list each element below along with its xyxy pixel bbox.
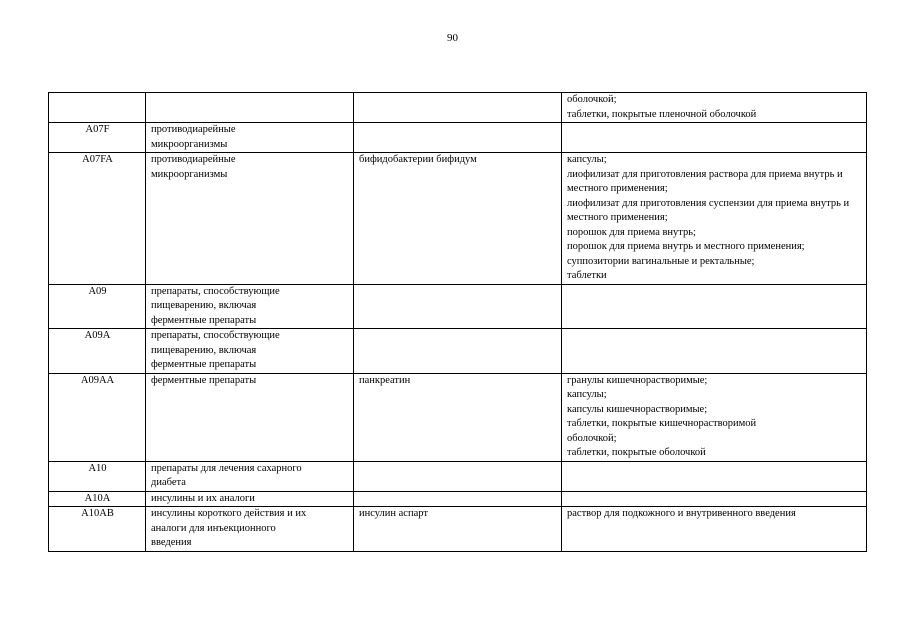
substance-cell: бифидобактерии бифидум (354, 153, 562, 285)
atc-code-cell (49, 93, 146, 123)
table-row (49, 491, 867, 507)
dosage-forms-cell: гранулы кишечнорастворимые; капсулы; капсулы кишечнорастворимые; таблетки, покрытые кишечнорастворимой оболочкой; таблетки, покрытые оболочкой (562, 373, 867, 461)
group-cell: противодиарейные микроорганизмы (146, 153, 354, 285)
atc-code-cell: A09 (49, 284, 146, 329)
page-number: 90 (447, 32, 458, 44)
table-row (49, 123, 867, 153)
dosage-forms-cell (562, 329, 867, 374)
atc-code-cell: A09A (49, 329, 146, 374)
table-row (49, 93, 867, 123)
table-row (49, 153, 867, 285)
dosage-forms-cell (562, 123, 867, 153)
group-cell: препараты, способствующие пищеварению, включая ферментные препараты (146, 329, 354, 374)
table-row (49, 284, 867, 329)
drug-table (48, 92, 867, 552)
atc-code-cell: A09AA (49, 373, 146, 461)
dosage-forms-cell (562, 491, 867, 507)
atc-code-cell: A10 (49, 461, 146, 491)
dosage-forms-cell: капсулы; лиофилизат для приготовления раствора для приема внутрь и местного применения; лиофилизат для приготовления суспензии для приема внутрь и местного применения; порошок для приема внутрь; порошок для приема внутрь и местного применения; суппозитории вагинальные и ректальные; таблетки (562, 153, 867, 285)
atc-code-cell: A10AB (49, 507, 146, 552)
table-row (49, 461, 867, 491)
group-cell: препараты, способствующие пищеварению, включая ферментные препараты (146, 284, 354, 329)
atc-code-cell: A07FA (49, 153, 146, 285)
dosage-forms-cell (562, 284, 867, 329)
dosage-forms-cell: раствор для подкожного и внутривенного введения (562, 507, 867, 552)
table-row (49, 373, 867, 461)
dosage-forms-cell: оболочкой; таблетки, покрытые пленочной оболочкой (562, 93, 867, 123)
substance-cell (354, 461, 562, 491)
substance-cell (354, 491, 562, 507)
group-cell: противодиарейные микроорганизмы (146, 123, 354, 153)
group-cell (146, 93, 354, 123)
table-row (49, 507, 867, 552)
group-cell: препараты для лечения сахарного диабета (146, 461, 354, 491)
group-cell: инсулины короткого действия и их аналоги для инъекционного введения (146, 507, 354, 552)
substance-cell (354, 123, 562, 153)
substance-cell (354, 93, 562, 123)
substance-cell: панкреатин (354, 373, 562, 461)
substance-cell (354, 284, 562, 329)
substance-cell (354, 329, 562, 374)
group-cell: инсулины и их аналоги (146, 491, 354, 507)
group-cell: ферментные препараты (146, 373, 354, 461)
substance-cell: инсулин аспарт (354, 507, 562, 552)
atc-code-cell: A10A (49, 491, 146, 507)
dosage-forms-cell (562, 461, 867, 491)
atc-code-cell: A07F (49, 123, 146, 153)
table-row (49, 329, 867, 374)
